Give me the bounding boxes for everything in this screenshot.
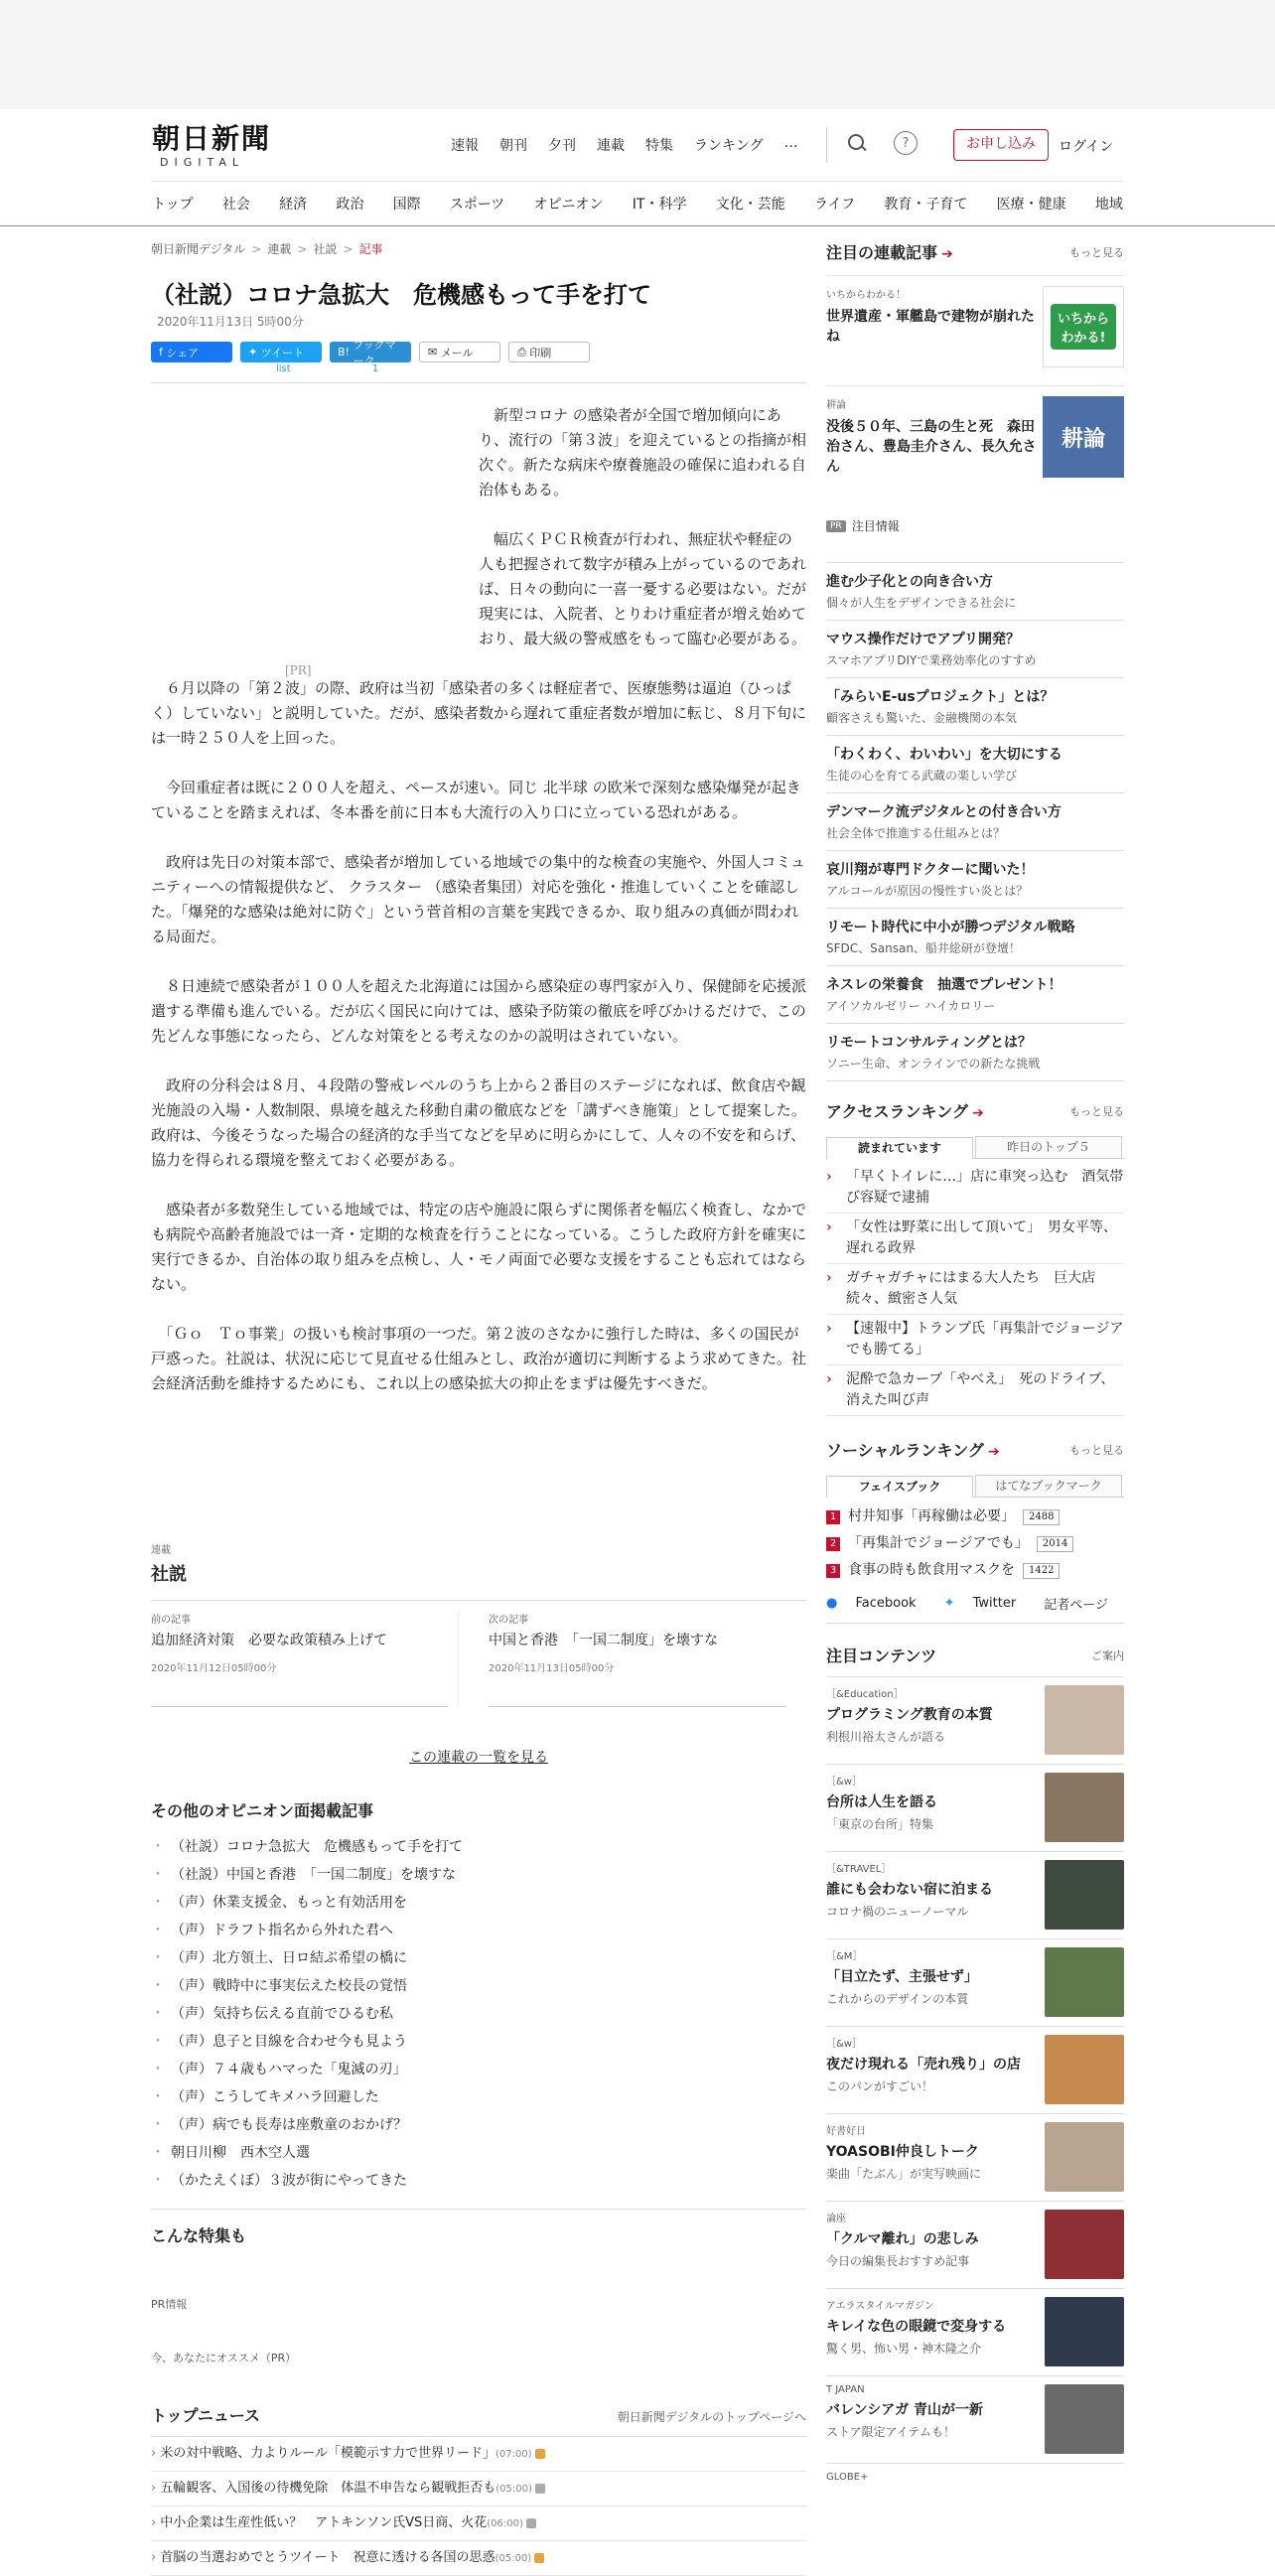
content-title[interactable]: 誰にも会わない宿に泊まる: [826, 1882, 993, 1898]
series-name[interactable]: 社説: [151, 1564, 187, 1585]
facebook-icon: ●: [826, 1596, 838, 1611]
lock-icon: [526, 2518, 536, 2528]
facebook-link-label: Facebook: [855, 1596, 917, 1611]
content-card[interactable]: [826, 1676, 1124, 1764]
content-thumbnail[interactable]: [1045, 2384, 1124, 2454]
content-sub: 驚く男、怖い男・神木隆之介: [826, 2342, 982, 2356]
social-tabs: [826, 1475, 1124, 1498]
ranking-title[interactable]: 泥酔で急カーブ「やべえ」 死のドライブ、消えた叫び声: [846, 1371, 1115, 1408]
content-card[interactable]: [826, 1938, 1124, 2026]
next-label: 次の記事: [489, 1615, 528, 1626]
paragraph-9: 「Ｇｏ Ｔｏ事業」の扱いも検討事項の一つだ。第２波のさなかに強行した時は、多くの国民が戸惑った。社説は、状況に応じて見直せる仕組みとし、政治が適切に判断するよう求めてきた。社会経済活動を維持するためにも、これ以上の感染拡大の抑止をまずは優先すべきだ。: [151, 1325, 807, 1392]
pr-item[interactable]: [826, 677, 1124, 735]
content-kicker: アエラスタイルマガジン: [826, 2301, 934, 2312]
lock-icon: [535, 2484, 545, 2494]
topnews-title[interactable]: 五輪観客、入国後の待機免除 体温不申告なら観戦拒否も: [160, 2481, 496, 2496]
prev-article[interactable]: [151, 1611, 459, 1707]
rensai-title[interactable]: 没後５０年、三島の生と死 森田治さん、豊島圭介さん、長久允さん: [826, 419, 1037, 475]
article-body: [151, 403, 806, 1396]
pr-item-title[interactable]: リモート時代に中小が勝つデジタル戦略: [826, 920, 1075, 935]
pr-header: [826, 517, 1124, 534]
pr-item[interactable]: [826, 1023, 1124, 1080]
ranking-title[interactable]: ガチャガチャにはまる大人たち 巨大店続々、緻密さ人気: [846, 1270, 1096, 1307]
series-section: [151, 1541, 806, 2576]
pr-item-title[interactable]: 進む少子化との向き合い方: [826, 574, 993, 590]
content-card[interactable]: [826, 2463, 1124, 2492]
opinion-divider: [151, 2209, 806, 2210]
content-title[interactable]: 夜だけ現れる「売れ残り」の店: [826, 2057, 1021, 2073]
social-divider: [826, 1623, 1124, 1624]
sidebar: [826, 240, 1124, 2492]
tab-yesterday-top5[interactable]: 昨日のトップ５: [975, 1136, 1122, 1158]
tweet-count[interactable]: list: [276, 363, 291, 374]
chevron-right-icon: ›: [151, 2481, 157, 2496]
pr-item-sub: ソニー生命、オンラインでの新たな挑戦: [826, 1057, 1041, 1071]
content-card[interactable]: [826, 2201, 1124, 2288]
topnews-header: [151, 2403, 806, 2426]
global-nav: [451, 135, 819, 155]
chevron-right-icon: ›: [826, 1169, 832, 1185]
paragraph-6: ８日連続で感染者が１００人を超えた北海道には国から感染症の専門家が入り、保健師を応援派遣する準備も進んでいる。だが広く国民に向けては、感染予防策の徹底を呼びかけるだけで、この先どんな事態になったら、どんな対策をとる考えなのかの説明はされていない。: [151, 977, 807, 1045]
content-thumbnail[interactable]: [1045, 1860, 1124, 1930]
arrow-right-icon: ➔: [972, 1105, 984, 1121]
opinion-item[interactable]: ・ （声）こうしてキメハラ回避した: [151, 2083, 806, 2111]
content-kicker: ［&TRAVEL］: [826, 1864, 892, 1875]
arrow-right-icon: ➔: [941, 246, 953, 262]
content-thumbnail[interactable]: [1045, 2035, 1124, 2104]
content-title[interactable]: バレンシアガ 青山が一新: [826, 2402, 984, 2418]
logo-sub: DIGITAL: [160, 156, 245, 169]
social-ranking-item[interactable]: [826, 1530, 1124, 1557]
content-title[interactable]: キレイな色の眼鏡で変身する: [826, 2319, 1007, 2335]
twitter-link[interactable]: [944, 1596, 1031, 1611]
pr-item-sub: 社会全体で推進する仕組みとは？: [826, 826, 1006, 840]
content-sub: 今日の編集長おすすめ記事: [826, 2254, 970, 2268]
content-thumbnail[interactable]: [1045, 2210, 1124, 2279]
chevron-right-icon: ›: [826, 1270, 832, 1286]
recommend-label: 今、あなたにオススメ（PR）: [151, 2352, 297, 2364]
cat-keizai[interactable]: 経済: [279, 197, 308, 213]
mail-icon: ✉: [428, 346, 441, 358]
ranking-title[interactable]: 「早くトイレに…」店に車突っ込む 酒気帯び容疑で逮捕: [846, 1169, 1124, 1206]
article-main: [151, 240, 806, 1421]
pr-item-title[interactable]: 「みらいE-usプロジェクト」とは？: [826, 689, 1055, 705]
content-card[interactable]: [826, 2375, 1124, 2463]
pr-item-sub: 個々が人生をデザインできる社会に: [826, 596, 1017, 610]
content-thumbnail[interactable]: [1045, 2122, 1124, 2192]
access-ranking-header: [826, 1099, 1124, 1122]
next-date: 2020年11月13日05時00分: [489, 1663, 615, 1674]
pr-item-sub: 生徒の心を育てる武蔵の楽しい学び: [826, 769, 1018, 783]
series-label: 連載: [151, 1545, 171, 1556]
opinion-item[interactable]: ・ （声）病でも長寿は座敷童のおかげ？: [151, 2111, 806, 2139]
search-icon[interactable]: [848, 134, 866, 152]
social-links: [826, 1594, 1124, 1613]
koron-logo-text: 耕論: [1061, 426, 1105, 452]
content-sub: 「東京の台所」特集: [826, 1817, 934, 1831]
opinion-item[interactable]: ・ （かたえくぼ）３波が街にやってきた: [151, 2167, 806, 2195]
content-sub: ストア限定アイテムも！: [826, 2425, 955, 2439]
share-bar: [151, 338, 806, 367]
content-kicker: ［&Education］: [826, 1689, 904, 1700]
content-thumbnail[interactable]: [1045, 1773, 1124, 1842]
hatena-label: ブックマーク: [353, 338, 396, 367]
pr-item[interactable]: [826, 965, 1124, 1023]
ranking-title[interactable]: 「女性は野菜に出して頂いて」 男女平等、遅れる政界: [846, 1219, 1117, 1256]
contents-list: [826, 1676, 1124, 2492]
twitter-icon: ✦: [248, 346, 261, 358]
pr-item[interactable]: [826, 620, 1124, 677]
print-icon: ⎙: [517, 345, 530, 358]
share-count: 2014: [1037, 1536, 1073, 1552]
paragraph-3: ６月以降の「第２波」の際、政府は当初「感染者の多くは軽症者で、医療態勢は逼迫（ひっぱく）していない」と説明していた。だが、感染者数から遅れて重症者数が増加に転じ、８月下旬には一時２５０人を上回った。: [151, 679, 807, 747]
social-ranking-heading: ソーシャルランキング: [826, 1441, 984, 1460]
pr-item[interactable]: [826, 735, 1124, 792]
nav-tokushu[interactable]: 特集: [645, 138, 673, 154]
chevron-right-icon: ›: [151, 2550, 157, 2565]
cat-opinion[interactable]: オピニオン: [533, 197, 604, 213]
rensai-thumbnail[interactable]: [1043, 396, 1124, 478]
topnews-item[interactable]: [151, 2541, 806, 2576]
content-title[interactable]: プログラミング教育の本質: [826, 1707, 993, 1723]
prev-date: 2020年11月12日05時00分: [151, 1663, 277, 1674]
pr-item[interactable]: [826, 562, 1124, 620]
next-underline: [489, 1706, 786, 1707]
cat-chiiki[interactable]: 地域: [1094, 197, 1123, 213]
topnews-time: (05:00): [496, 2484, 532, 2495]
chevron-right-icon: ›: [151, 2515, 157, 2530]
rensai-more-link[interactable]: もっと見る: [1069, 245, 1124, 259]
opinion-item[interactable]: ・ （社説）中国と香港 「一国二制度」を壊すな: [151, 1861, 806, 1889]
tokushu-heading: こんな特集も: [151, 2226, 247, 2245]
rensai-heading: 注目の連載記事: [826, 243, 938, 262]
pr-ad-slot[interactable]: [151, 403, 459, 701]
tweet-button[interactable]: [240, 342, 322, 362]
social-ranking-header: [826, 1438, 1124, 1461]
pr-item-sub: アイソカルゼリー ハイカロリー: [826, 999, 996, 1013]
content-kicker: 好書好日: [826, 2126, 866, 2137]
cat-kokusai[interactable]: 国際: [392, 197, 421, 213]
ranking-item[interactable]: [826, 1217, 1124, 1264]
paragraph-1: 新型コロナ の感染者が全国で増加傾向にあり、流行の「第３波」を迎えているとの指摘が相次ぐ。新たな病床や療養施設の確保に追われる自治体もある。: [479, 406, 807, 499]
content-thumbnail[interactable]: [1045, 1947, 1124, 2017]
content-sub: このパンがすごい！: [826, 2079, 934, 2093]
hatena-icon: B!: [338, 346, 354, 358]
breadcrumb-current: 記事: [358, 242, 383, 256]
series-list-link[interactable]: この連載の一覧を見る: [409, 1750, 548, 1766]
next-article[interactable]: [489, 1611, 796, 1707]
content-title[interactable]: YOASOBI仲良しトーク: [826, 2144, 979, 2160]
access-more-link[interactable]: もっと見る: [1069, 1104, 1124, 1118]
next-title[interactable]: 中国と香港 「一国二制度」を壊すな: [489, 1633, 718, 1648]
content-thumbnail[interactable]: [1045, 2297, 1124, 2366]
facebook-share-button[interactable]: [151, 342, 232, 362]
pr-info-label: PR情報: [151, 2298, 188, 2311]
social-ranking-title[interactable]: 「再集計でジョージアでも」: [848, 1535, 1029, 1551]
topnews-heading: トップニュース: [151, 2406, 260, 2425]
lock-icon: [535, 2449, 545, 2459]
topnews-item[interactable]: [151, 2472, 806, 2506]
rank-number: 3: [826, 1564, 840, 1578]
lock-icon: [534, 2553, 544, 2563]
topnews-item[interactable]: [151, 2506, 806, 2541]
breadcrumb-shasetsu[interactable]: 社説: [313, 242, 338, 256]
opinion-item[interactable]: ・ （声）北方領土、日ロ結ぶ希望の橋に: [151, 1944, 806, 1972]
share-count: 1422: [1023, 1563, 1060, 1579]
pr-item-title[interactable]: リモートコンサルティングとは？: [826, 1035, 1033, 1051]
paragraph-4: 今回重症者は既に２００人を超え、ペースが速い。同じ 北半球 の欧米で深刻な感染爆発が起きていることを踏まえれば、冬本番を前に日本も大流行の入り口に立っている恐れがある。: [151, 779, 801, 821]
site-header: [0, 109, 1275, 226]
login-link[interactable]: ログイン: [1059, 139, 1114, 155]
nav-sokuho[interactable]: 速報: [451, 138, 479, 154]
arrow-right-icon: ➔: [987, 1444, 1000, 1460]
print-button[interactable]: [508, 342, 590, 362]
chevron-right-icon: ›: [826, 1321, 832, 1337]
content-kicker: 論座: [826, 2214, 846, 2224]
chevron-right-icon: ›: [826, 1219, 832, 1235]
contents-heading: 注目コンテンツ: [826, 1646, 937, 1665]
content-title[interactable]: 「クルマ離れ」の悲しみ: [826, 2231, 979, 2247]
pr-item-sub: スマホアプリDIYで業務効率化のすすめ: [826, 653, 1037, 667]
facebook-icon: f: [159, 346, 167, 358]
nav-rensai[interactable]: 連載: [597, 138, 625, 154]
opinion-item[interactable]: ・ （声）息子と目線を合わせ今も見よう: [151, 2028, 806, 2056]
paragraph-5: 政府は先日の対策本部で、感染者が増加している地域での集中的な検査の実施や、外国人コミュニティーへの情報提供など、 クラスター （感染者集団）対応を強化・推進していくことを確認した。「爆発的な感染は絶対に防ぐ」という菅首相の言葉を実践できるか、取り組みの真価が問われる局面だ。: [151, 853, 806, 945]
rensai-item[interactable]: [826, 275, 1124, 367]
pr-item-title[interactable]: ネスレの栄養食 抽選でプレゼント！: [826, 977, 1062, 993]
cat-bunka[interactable]: 文化・芸能: [715, 197, 785, 213]
content-card[interactable]: [826, 2026, 1124, 2113]
chevron-right-icon: ›: [151, 2446, 157, 2461]
facebook-share-label: シェア: [166, 346, 200, 359]
nav-choukan[interactable]: 朝刊: [499, 138, 527, 154]
pr-item-sub: 顧客さえも驚いた、金融機関の本気: [826, 711, 1018, 725]
opinion-item[interactable]: ・ （声）戦時中に事実伝えた校長の覚悟: [151, 1972, 806, 2000]
top-ad-band: [0, 0, 1275, 109]
contents-header: [826, 1644, 1124, 1666]
content-card[interactable]: [826, 2288, 1124, 2375]
topnews-time: (05:00): [495, 2553, 532, 2564]
topnews-time: (06:00): [487, 2518, 523, 2529]
cat-top[interactable]: トップ: [152, 197, 194, 213]
social-ranking-list: [826, 1503, 1124, 1584]
content-title[interactable]: 台所は人生を語る: [826, 1794, 937, 1810]
cat-sports[interactable]: スポーツ: [449, 197, 505, 213]
access-ranking-list: [826, 1167, 1124, 1416]
pr-item-title[interactable]: 哀川翔が専門ドクターに聞いた！: [826, 862, 1035, 878]
opinion-list: [151, 1833, 806, 2195]
opinion-item[interactable]: ・ （声）ドラフト指名から外れた君へ: [151, 1917, 806, 1944]
pr-item-title[interactable]: マウス操作だけでアプリ開発？: [826, 632, 1021, 647]
pr-item[interactable]: [826, 850, 1124, 908]
pr-item[interactable]: [826, 908, 1124, 965]
content-title[interactable]: 「目立たず、主張せず」: [826, 1969, 978, 1985]
content-sub: コロナ禍のニューノーマル: [826, 1905, 969, 1919]
cat-life[interactable]: ライフ: [813, 197, 856, 213]
rank-number: 2: [826, 1537, 840, 1551]
content-thumbnail[interactable]: [1045, 1685, 1124, 1755]
share-counts: [151, 363, 806, 374]
mail-label: メール: [440, 346, 474, 359]
nav-yukan[interactable]: 夕刊: [548, 138, 576, 154]
content-kicker: T JAPAN: [826, 2384, 865, 2395]
facebook-link[interactable]: [826, 1596, 930, 1611]
topnews-title[interactable]: 首脳の当選おめでとうツイート 祝意に透ける各国の思惑: [160, 2550, 496, 2565]
pr-item-sub: SFDC、Sansan、船井総研が登壇！: [826, 941, 1021, 955]
rensai-kicker: 耕論: [826, 400, 846, 411]
help-icon[interactable]: ?: [894, 131, 918, 155]
social-more-link[interactable]: もっと見る: [1069, 1443, 1124, 1457]
topnews-title[interactable]: 米の対中戦略、力よりルール「模範示す力で世界リード」: [160, 2446, 496, 2461]
paragraph-2: 幅広くＰＣＲ検査が行われ、無症状や軽症の人も把握されて数字が積み上がっているのであれば、日々の動向に一喜一憂する必要はない。だが現実には、入院者、とりわけ重症者が増え始めており、最大級の警戒感をもって臨む必要がある。: [479, 530, 807, 647]
nav-ranking[interactable]: ランキング: [694, 138, 764, 154]
tab-hatena[interactable]: はてなブックマーク: [975, 1475, 1122, 1497]
reporter-page-link[interactable]: 記者ページ: [1044, 1598, 1108, 1613]
series-divider: [151, 1600, 806, 1601]
breadcrumb-rensai[interactable]: 連載: [267, 242, 292, 256]
pr-label: [PR]: [285, 663, 312, 677]
content-sub: 利根川裕太さんが語る: [826, 1730, 946, 1744]
content-card[interactable]: [826, 1851, 1124, 1938]
header-separator: [152, 181, 1123, 182]
topnews-item[interactable]: [151, 2437, 806, 2472]
pr-item-sub: アルコールが原因の慢性すい炎とは？: [826, 884, 1029, 898]
content-card[interactable]: [826, 1764, 1124, 1851]
opinion-item[interactable]: ・ （社説）コロナ急拡大 危機感もって手を打て: [151, 1833, 806, 1861]
pr-tag: PR: [826, 520, 846, 532]
hatena-count[interactable]: 1: [371, 363, 379, 374]
opinion-item[interactable]: ・ （声）７４歳もハマった「鬼滅の刃」: [151, 2056, 806, 2083]
ranking-item[interactable]: [826, 1369, 1124, 1416]
more-menu-icon[interactable]: …: [783, 135, 798, 151]
hatena-bookmark-button[interactable]: [330, 338, 411, 367]
cat-shakai[interactable]: 社会: [221, 197, 250, 213]
cat-seiji[interactable]: 政治: [336, 197, 364, 213]
pr-item[interactable]: [826, 792, 1124, 850]
topnews-time: (07:00): [495, 2449, 532, 2460]
header-icons: [824, 131, 945, 155]
article-date: 2020年11月13日 5時00分: [157, 315, 304, 329]
content-sub: 楽曲「たぶん」が実写映画に: [826, 2167, 982, 2181]
prev-underline: [151, 1706, 448, 1707]
rensai-thumbnail[interactable]: [1043, 286, 1124, 367]
prev-next-nav: [151, 1611, 806, 1707]
ranking-title[interactable]: 【速報中】トランプ氏「再集計でジョージアでも勝てる」: [846, 1321, 1124, 1358]
cat-kyoiku[interactable]: 教育・子育て: [884, 197, 968, 213]
social-ranking-item[interactable]: [826, 1503, 1124, 1530]
opinion-heading: その他のオピニオン面掲載記事: [151, 1801, 374, 1820]
mail-button[interactable]: [419, 342, 500, 362]
prev-title[interactable]: 追加経済対策 必要な政策積み上げて: [151, 1633, 387, 1648]
content-kicker: GLOBE+: [826, 2472, 869, 2483]
logo-text: 朝日新聞: [152, 122, 272, 155]
print-label: 印刷: [529, 346, 552, 359]
twitter-link-label: Twitter: [972, 1596, 1017, 1611]
site-logo[interactable]: [152, 122, 271, 170]
social-ranking-item[interactable]: [826, 1557, 1124, 1584]
paragraph-8: 感染者が多数発生している地域では、特定の店や施設に限らずに関係者を幅広く検査し、なかでも病院や高齢者施設では一斉・定期的な検査を行うことになっている。こうした政府方針を確実に実行できるか、自治体の取り組みを点検し、人・モノ両面で必要な支援をすることも忘れてはならない。: [151, 1201, 807, 1293]
rensai-title[interactable]: 世界遺産・軍艦島で建物が崩れたね: [826, 309, 1035, 345]
cat-it[interactable]: IT・科学: [632, 197, 687, 213]
tab-yomareteimasu[interactable]: 読まれています: [826, 1137, 973, 1159]
ichikara-logo-text: いちから わかる!: [1051, 304, 1116, 350]
breadcrumb-home[interactable]: 朝日新聞デジタル: [151, 242, 246, 256]
twitter-icon: ✦: [943, 1596, 955, 1611]
tweet-label: ツイート: [260, 346, 305, 359]
ranking-item[interactable]: [826, 1268, 1124, 1315]
opinion-item[interactable]: ・ （声）気持ち伝える直前でひるむ私: [151, 2000, 806, 2028]
tab-facebook[interactable]: フェイスブック: [826, 1476, 973, 1498]
rank-number: 1: [826, 1510, 840, 1524]
topnews-title[interactable]: 中小企業は生産性低い？ アトキンソン氏VS日商、火花: [160, 2515, 488, 2530]
paragraph-7: 政府の分科会は８月、４段階の警戒レベルのうち上から２番目のステージになれば、飲食店や観光施設の入場・人数制限、県境を越えた移動自粛の徹底などを「講ずべき施策」として提案した。政府は、今後そうなった場合の経済的な手当てなどを早めに明らかにして、人々の不安を和らげ、協力を得られる環境を整えておく必要がある。: [151, 1076, 806, 1169]
chevron-right-icon: ›: [826, 1371, 832, 1387]
rensai-kicker: いちからわかる！: [826, 290, 906, 301]
ranking-item[interactable]: [826, 1319, 1124, 1365]
access-tabs: [826, 1136, 1124, 1159]
apply-button[interactable]: お申し込み: [953, 129, 1049, 161]
title-divider: [151, 382, 806, 383]
content-kicker: ［&w］: [826, 2039, 862, 2050]
topnews-more-link[interactable]: 朝日新聞デジタルのトップページへ: [617, 2410, 806, 2424]
ranking-item[interactable]: [826, 1167, 1124, 1214]
opinion-item[interactable]: ・ （声）休業支援金、もっと有効活用を: [151, 1889, 806, 1917]
topnews-list: [151, 2436, 806, 2576]
category-nav: [152, 194, 1123, 214]
pr-item-title[interactable]: デンマーク流デジタルとの付き合い方: [826, 804, 1062, 820]
content-card[interactable]: [826, 2113, 1124, 2201]
rensai-header: [826, 240, 1124, 263]
article-title: （社説）コロナ急拡大 危機感もって手を打て: [151, 280, 651, 309]
content-kicker: ［&M］: [826, 1951, 863, 1962]
pr-list: [826, 562, 1124, 1081]
content-sub: これからのデザインの本質: [826, 1992, 969, 2006]
pr-item-title[interactable]: 「わくわく、わいわい」を大切にする: [826, 747, 1062, 763]
access-ranking-heading: アクセスランキング: [826, 1102, 969, 1121]
cat-iryo[interactable]: 医療・健康: [996, 197, 1066, 213]
rensai-item[interactable]: [826, 385, 1124, 478]
social-ranking-title[interactable]: 村井知事「再稼働は必要」: [848, 1508, 1015, 1524]
pr-heading: 注目情報: [851, 519, 900, 533]
content-kicker: ［&w］: [826, 1777, 862, 1788]
breadcrumb: 朝日新聞デジタル > 連載 > 社説 > 記事: [151, 242, 383, 256]
opinion-item[interactable]: ・ 朝日川柳 西木空人選: [151, 2139, 806, 2167]
share-count: 2488: [1023, 1509, 1060, 1525]
prev-label: 前の記事: [151, 1615, 191, 1626]
social-ranking-title[interactable]: 食事の時も飲食用マスクを: [848, 1562, 1015, 1578]
contents-more-link[interactable]: ご案内: [1091, 1648, 1124, 1662]
